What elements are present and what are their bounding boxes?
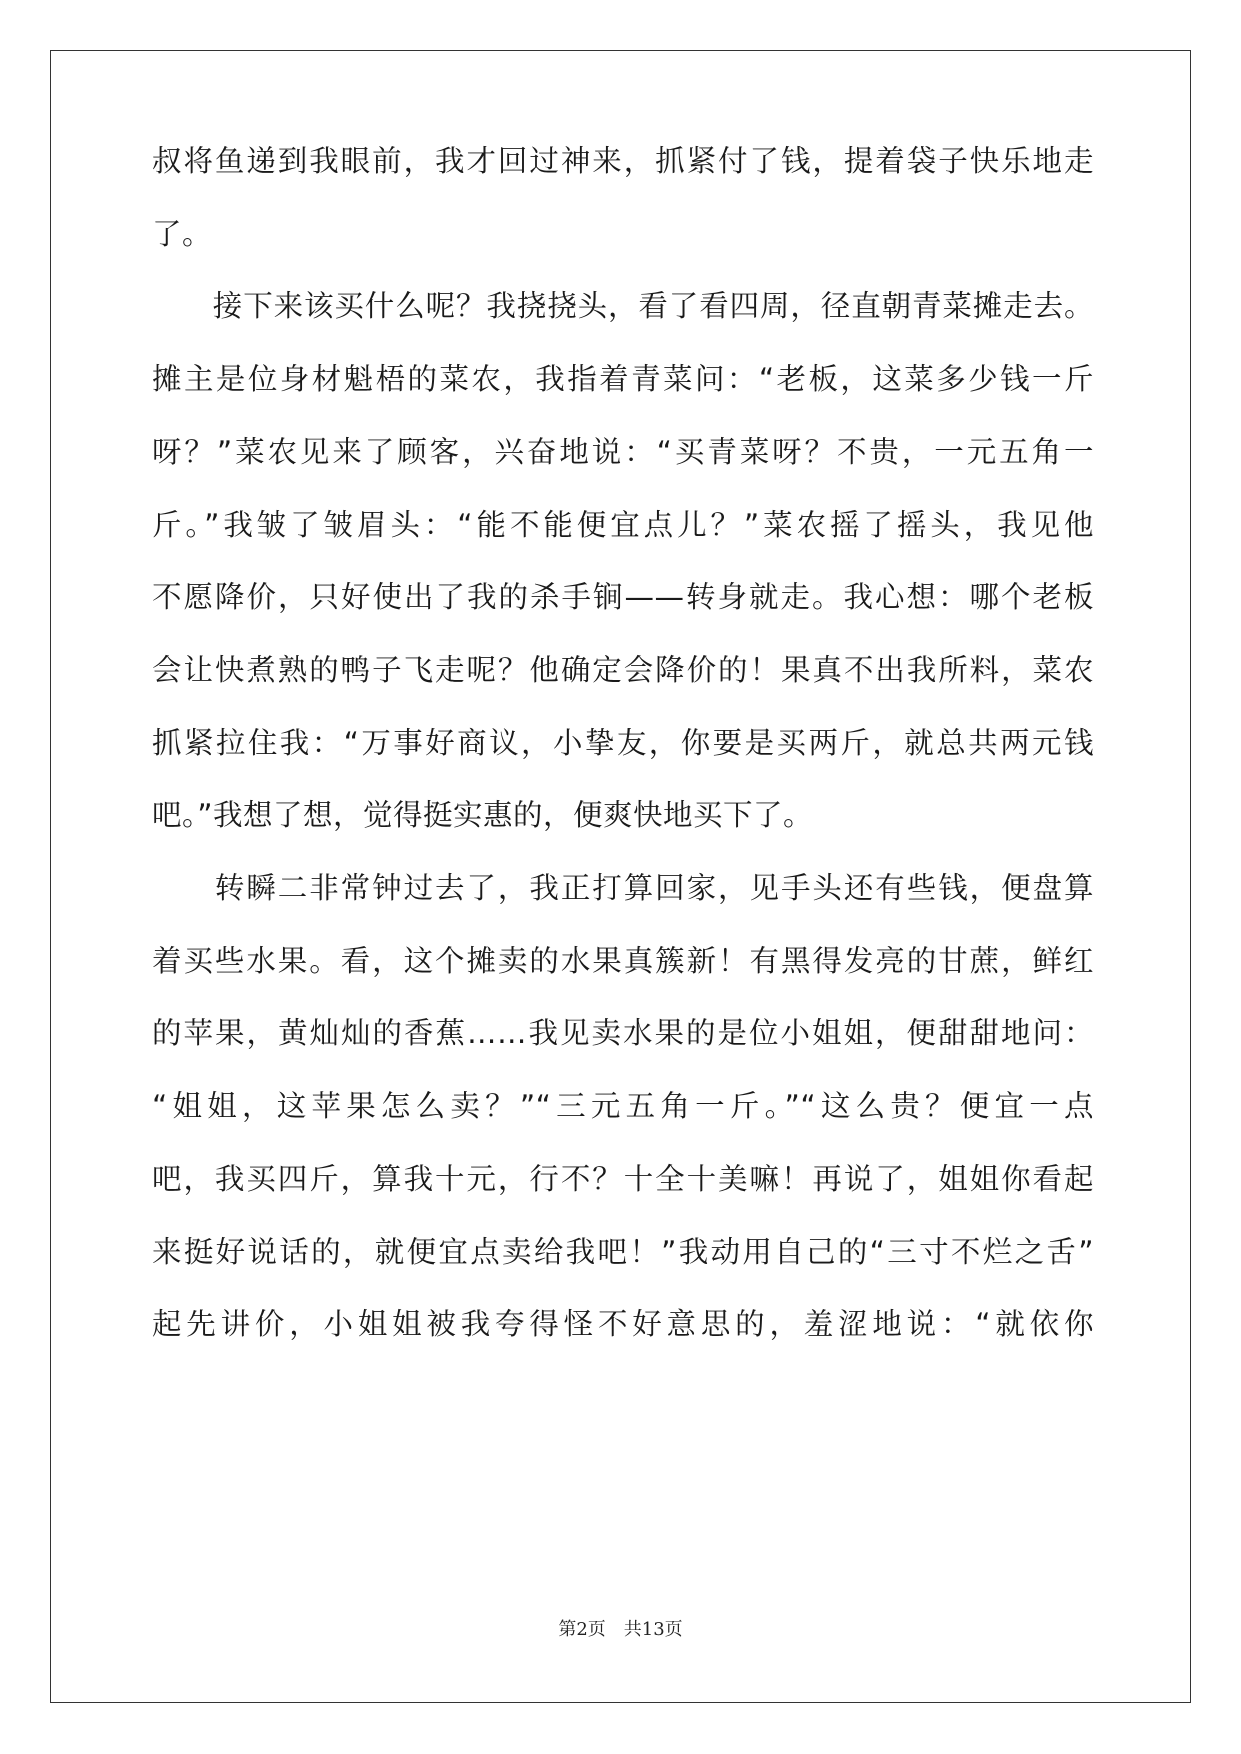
page-footer [0,1615,1241,1641]
text-line: 着买些水果。看，这个摊卖的水果真簇新！有黑得发亮的甘蔗，鲜红 [152,943,1094,978]
page-label-suffix: 页 [664,1619,683,1640]
page-number-current: 2 [576,1619,588,1640]
text-line: 摊主是位身材魁梧的菜农，我指着青菜问：“老板，这菜多少钱一斤 [152,362,1094,397]
page-number-total: 13 [641,1619,665,1640]
text-line: 起先讲价，小姐姐被我夸得怪不好意思的，羞涩地说：“就依你 [152,1307,1094,1342]
text-line: 转瞬二非常钟过去了，我正打算回家，见手头还有些钱，便盘算 [152,871,1094,905]
text-line: 呀？”菜农见来了顾客，兴奋地说：“买青菜呀？不贵，一元五角一 [152,434,1094,469]
text-line: 吧。”我想了想，觉得挺实惠的，便爽快地买下了。 [152,798,814,833]
text-line: 了。 [152,216,213,251]
page-label-mid: 页 共 [587,1619,642,1640]
text-line: 会让快煮熟的鸭子飞走呢？他确定会降价的！果真不出我所料，菜农 [152,652,1094,687]
text-line: 吧，我买四斤，算我十元，行不？十全十美嘛！再说了，姐姐你看起 [152,1161,1094,1196]
text-line: 的苹果，黄灿灿的香蕉……我见卖水果的是位小姐姐，便甜甜地问： [152,1016,1094,1051]
text-line: 不愿降价，只好使出了我的杀手锏——转身就走。我心想：哪个老板 [152,580,1094,615]
text-line: 斤。”我皱了皱眉头：“能不能便宜点儿？”菜农摇了摇头，我见他 [152,507,1094,542]
text-line: “姐姐，这苹果怎么卖？”“三元五角一斤。”“这么贵？便宜一点 [152,1089,1094,1124]
text-line: 来挺好说话的，就便宜点卖给我吧！”我动用自己的“三寸不烂之舌” [152,1234,1094,1269]
page-label-prefix: 第 [558,1619,577,1640]
text-line: 抓紧拉住我：“万事好商议，小挚友，你要是买两斤，就总共两元钱 [152,725,1094,760]
text-line: 接下来该买什么呢？我挠挠头，看了看四周，径直朝青菜摊走去。 [152,289,1094,324]
text-line: 叔将鱼递到我眼前，我才回过神来，抓紧付了钱，提着袋子快乐地走 [152,144,1094,178]
